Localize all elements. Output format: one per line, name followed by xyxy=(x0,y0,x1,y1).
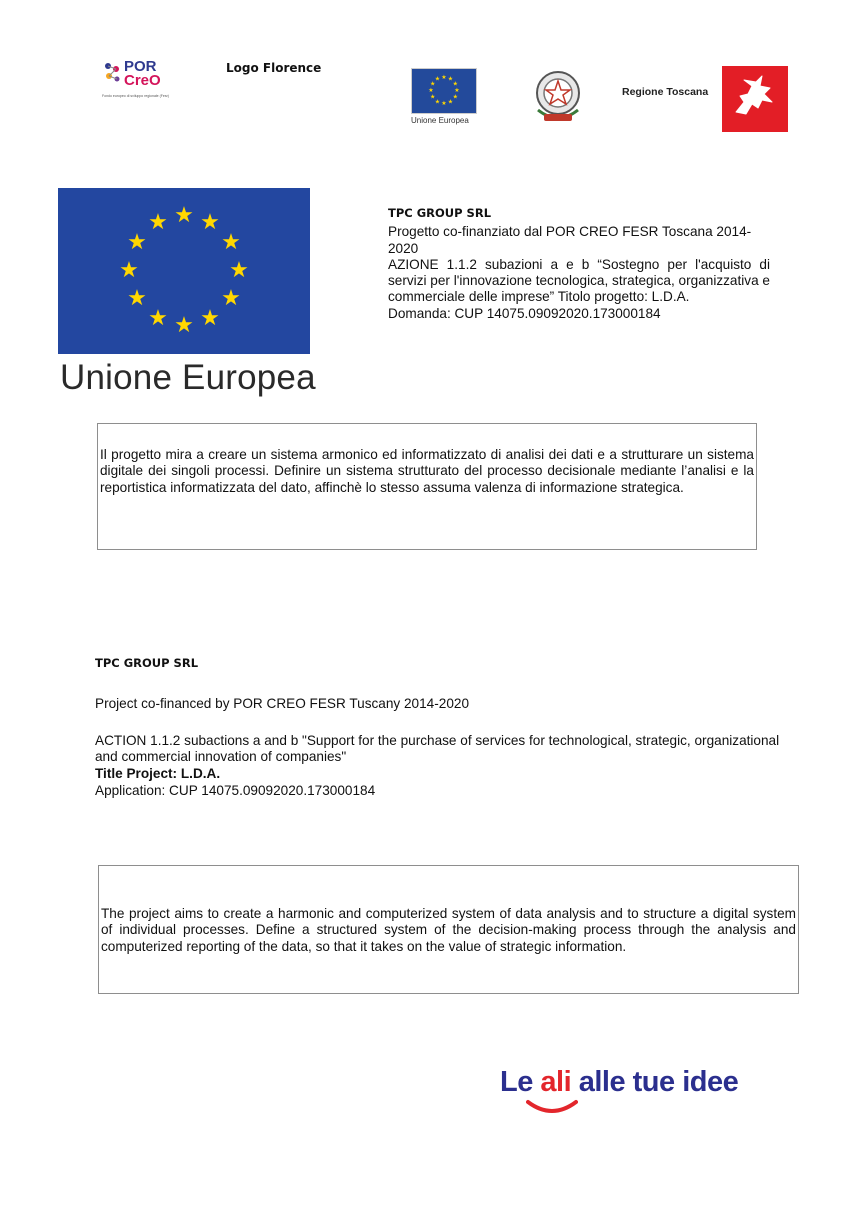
slogan-highlight: ali xyxy=(540,1066,572,1098)
italian-description-box: Il progetto mira a creare un sistema armonico ed informatizzato di analisi dei dati e a strutturare un sistema digitale dei singoli processi. Definire un sistema strutturato del processo decisionale mediante l’analisi e la reportistica informatizzata del dato, affinchè lo stesso assuma valenza di informazione strategica. xyxy=(97,423,757,550)
svg-text:★: ★ xyxy=(174,203,194,228)
svg-text:★: ★ xyxy=(454,87,460,94)
eu-stars-small-icon xyxy=(412,69,476,113)
svg-text:★: ★ xyxy=(200,210,220,235)
slogan-swoosh-icon xyxy=(526,1098,578,1118)
svg-text:★: ★ xyxy=(430,80,436,88)
svg-text:★: ★ xyxy=(119,258,139,283)
por-creo-molecule-icon xyxy=(102,60,122,84)
svg-text:★: ★ xyxy=(452,80,458,88)
slogan-part-1: Le xyxy=(500,1066,541,1098)
eu-flag xyxy=(58,188,310,354)
eu-small-label: Unione Europea xyxy=(411,116,469,125)
english-project-title: Title Project: L.D.A. xyxy=(95,766,221,781)
italian-company-name: TPC GROUP SRL xyxy=(388,206,492,220)
svg-text:★: ★ xyxy=(447,75,454,83)
english-application-text: Application: CUP 14075.09092020.173000184 xyxy=(95,783,376,798)
svg-text:★: ★ xyxy=(428,87,434,94)
svg-text:★: ★ xyxy=(447,98,454,106)
regione-toscana-flag xyxy=(722,66,788,132)
svg-text:★: ★ xyxy=(430,93,436,101)
svg-text:★: ★ xyxy=(441,74,447,81)
svg-text:★: ★ xyxy=(127,286,147,311)
slogan xyxy=(500,1066,738,1099)
english-cofinanced-text: Project co-financed by POR CREO FESR Tuscany 2014-2020 xyxy=(95,696,470,711)
svg-text:★: ★ xyxy=(434,98,441,106)
svg-text:★: ★ xyxy=(229,258,249,283)
italian-action-text: AZIONE 1.1.2 subazioni a e b “Sostegno per l'acquisto di servizi per l'innovazione tecnologica, strategica, organizzativa e commerciale delle imprese” Titolo progetto: L.D.A. xyxy=(388,256,770,305)
svg-text:★: ★ xyxy=(434,75,441,83)
svg-text:★: ★ xyxy=(174,313,194,338)
svg-text:★: ★ xyxy=(127,230,147,255)
eu-flag-label: Unione Europea xyxy=(60,358,316,397)
svg-text:★: ★ xyxy=(221,230,241,255)
pegasus-icon xyxy=(722,66,788,132)
italian-republic-emblem xyxy=(530,66,586,128)
por-word: POR xyxy=(124,58,157,75)
svg-text:★: ★ xyxy=(452,93,458,101)
por-creo-logo xyxy=(100,58,212,108)
english-description-box: The project aims to create a harmonic and computerized system of data analysis and to structure a digital system of individual processes. Define a structured system of the decision-making process through the analysis and computerized reporting of the data, so that it takes on the value of strategic information. xyxy=(98,865,799,994)
italian-cofinanced-text: Progetto co-finanziato dal POR CREO FESR Toscana 2014-2020 xyxy=(388,224,752,256)
creo-word: CreO xyxy=(124,72,161,89)
regione-toscana-label: Regione Toscana xyxy=(622,86,709,98)
por-subtitle: Fondo europeo di sviluppo regionale (Fesr) xyxy=(102,94,169,98)
eu-small-flag xyxy=(411,68,477,114)
english-action-text: ACTION 1.1.2 subactions a and b "Support for the purchase of services for technological, strategic, organizational and commercial innovation of companies" xyxy=(95,733,780,765)
svg-text:★: ★ xyxy=(148,210,168,235)
english-company-name: TPC GROUP SRL xyxy=(95,656,199,670)
svg-text:★: ★ xyxy=(148,306,168,331)
eu-stars-icon xyxy=(58,188,310,354)
eu-small-logo xyxy=(411,68,477,126)
italian-project-info xyxy=(388,205,770,322)
slogan-part-3: alle tue idee xyxy=(571,1066,739,1098)
republic-emblem-icon xyxy=(530,66,586,128)
svg-text:★: ★ xyxy=(200,306,220,331)
logo-florence-label: Logo Florence xyxy=(226,61,322,75)
italian-application-text: Domanda: CUP 14075.09092020.173000184 xyxy=(388,305,661,321)
svg-text:★: ★ xyxy=(221,286,241,311)
svg-text:★: ★ xyxy=(441,100,447,107)
